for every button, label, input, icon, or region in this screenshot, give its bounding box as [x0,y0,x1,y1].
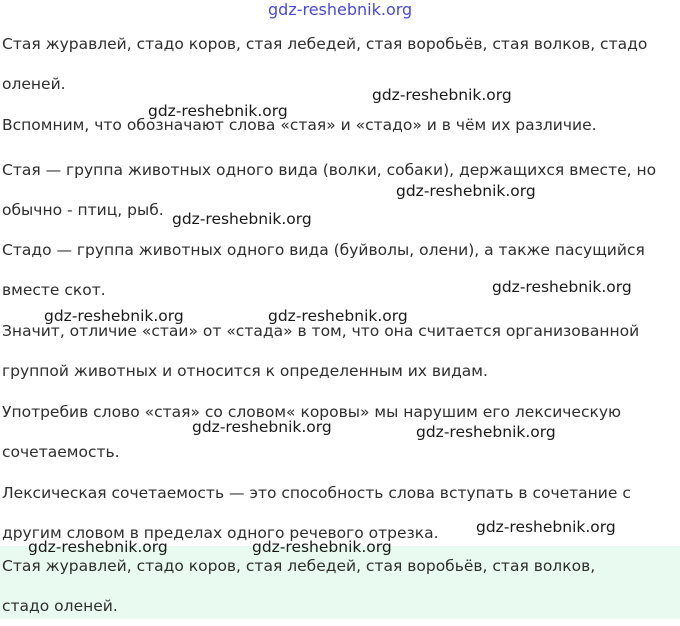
watermark: gdz-reshebnik.org [28,538,168,556]
paragraph-line: сочетаемость. [2,443,120,461]
paragraph-line: Стая журавлей, стадо коров, стая лебедей, стая воробьёв, стая волков, стадо [2,35,648,53]
answer-text [2,546,595,626]
paragraph-line: оленей. [2,75,66,93]
paragraph-line: Вспомним, что обозначают слова «стая» и «стадо» и в чём их различие. [2,116,597,134]
watermark: gdz-reshebnik.org [252,538,392,556]
watermark: gdz-reshebnik.org [268,307,408,325]
watermark: gdz-reshebnik.org [416,423,556,441]
watermark: gdz-reshebnik.org [492,278,632,296]
answer-line: Стая журавлей, стадо коров, стая лебедей, стая воробьёв, стая волков, [2,557,596,575]
paragraph-3 [2,150,656,230]
paragraph-line: другим словом в пределах одного речевого отрезка. [2,524,439,542]
watermark: gdz-reshebnik.org [372,86,512,104]
watermark: gdz-reshebnik.org [396,182,536,200]
paragraph-line: Стадо — группа животных одного вида (буйволы, олени), а также пасущийся [2,241,645,259]
paragraph-line: вместе скот. [2,281,106,299]
header-watermark: gdz-reshebnik.org [268,0,413,19]
paragraph-1 [2,24,647,104]
paragraph-line: Значит, отличие «стаи» от «стада» в том, что она считается организованной [2,322,640,340]
answer-line: стадо оленей. [2,597,118,615]
watermark: gdz-reshebnik.org [172,210,312,228]
paragraph-4 [2,230,645,310]
watermark: gdz-reshebnik.org [148,102,288,120]
paragraph-line: Стая — группа животных одного вида (волки, собаки), держащихся вместе, но [2,161,657,179]
watermark: gdz-reshebnik.org [192,418,332,436]
watermark: gdz-reshebnik.org [476,518,616,536]
watermark: gdz-reshebnik.org [44,307,184,325]
paragraph-line: Употребив слово «стая» со словом« коровы» мы нарушим его лексическую [2,403,622,421]
paragraph-line: обычно - птиц, рыб. [2,201,164,219]
paragraph-2 [2,105,597,145]
paragraph-line: группой животных и относится к определенным их видам. [2,362,488,380]
paragraph-line: Лексическая сочетаемость — это способность слова вступать в сочетание с [2,484,631,502]
